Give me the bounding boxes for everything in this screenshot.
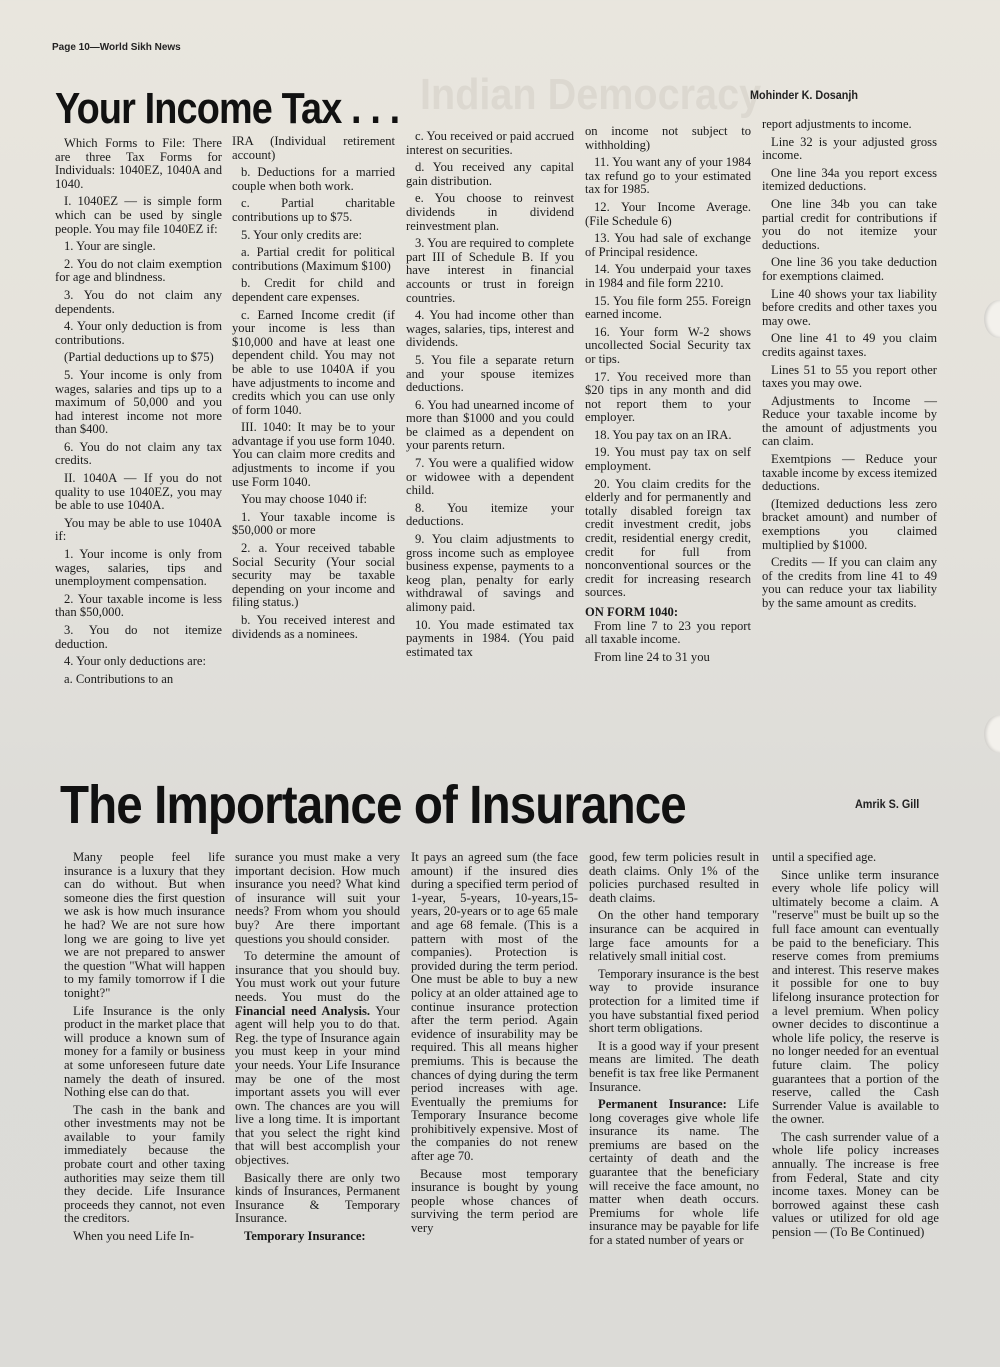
paragraph: One line 36 you take deduction for exemptions claimed. (762, 255, 937, 283)
paragraph: One line 34a you report excess itemized deductions. (762, 165, 937, 194)
paragraph: 12. Your Income Average. (File Schedule 6) (585, 199, 751, 228)
tax-column-4 (585, 125, 751, 668)
paragraph: On the other hand temporary insurance can be acquired in large face amounts for a relatively small initial cost. (589, 908, 759, 964)
punch-hole (984, 715, 1000, 753)
paragraph: report adjustments to income. (762, 117, 912, 131)
paragraph: good, few term policies result in death claims. Only 1% of the policies purchased resulted in death claims. (589, 850, 759, 905)
bleed-through-text: Indian Democracy (420, 70, 762, 119)
paragraph: 3. You do not claim any dependents. (55, 287, 222, 316)
paragraph: 13. You had sale of exchange of Principal residence. (585, 231, 751, 259)
paragraph: 9. You claim adjustments to gross income such as employee business expense, payments to a keog plan, penalty for early withdrawal of savings and alimony paid. (406, 532, 574, 614)
paragraph: d. You received any capital gain distribution. (406, 160, 574, 188)
bold-lead: Permanent Insurance: (598, 1097, 727, 1112)
paragraph: Adjustments to Income — Reduce your taxable income by the amount of adjustments you can claim. (762, 393, 937, 449)
insurance-column-5 (772, 851, 939, 1244)
paragraph: One line 41 to 49 you claim credits against taxes. (762, 331, 937, 359)
paragraph: 6. You do not claim any tax credits. (55, 439, 222, 468)
insurance-column-4 (589, 851, 759, 1252)
paragraph: 4. You had income other than wages, salaries, tips, interest and dividends. (406, 308, 574, 350)
paragraph: The cash surrender value of a whole life policy increases annually. The increase is free from Federal, State and city income taxes. Money can be borrowed against these cash values or utilized for old age pension — (To Be Continued) (772, 1129, 939, 1240)
paragraph: 14. You underpaid your taxes in 1984 and file form 2210. (585, 262, 751, 290)
paragraph: You may be able to use 1040A if: (55, 515, 222, 544)
insurance-column-1 (64, 851, 225, 1248)
tax-article-headline: Your Income Tax . . . (55, 84, 400, 133)
paragraph: 3. You do not itemize deduction. (55, 623, 222, 651)
tax-article-byline: Mohinder K. Dosanjh (750, 88, 858, 102)
insurance-article-headline: The Importance of Insurance (60, 775, 686, 835)
insurance-column-2 (235, 851, 400, 1248)
paragraph: 2. Your taxable income is less than $50,000. (55, 591, 222, 620)
insurance-column-3 (411, 851, 578, 1240)
tax-column-2 (232, 135, 395, 645)
paragraph: e. You choose to reinvest dividends in dividend reinvestment plan. (406, 191, 574, 233)
paragraph: From line 24 to 31 you (594, 649, 710, 664)
tax-column-3 (406, 130, 574, 663)
page-folio: Page 10—World Sikh News (52, 42, 181, 53)
paragraph: One line 34b you can take partial credit for contributions if you do not itemize your deductions. (762, 196, 937, 252)
paragraph: It pays an agreed sum (the face amount) if the insured dies during a specified term period of 1-year, 5-years, 10-years,15-years, 20-years or to age 65 male and age 68 female. (This is a pattern with most of the companies). Protection is provided during the term period. One must be able to buy a new policy at an older attained age to continue insurance protection after the term period. Again evidence of insurability may be required. This all means higher premiums. This is because the chances of dying during the term period increases with age. Eventually the premiums for Temporary Insurance become prohibitively expensive. Most of the companies do not renew after age 70. (411, 850, 578, 1164)
paragraph: 7. You were a qualified widow or widowee with a dependent child. (406, 456, 574, 498)
paragraph: b. You received interest and dividends as a nominees. (232, 613, 395, 641)
paragraph (235, 950, 400, 1168)
paragraph: Line 32 is your adjusted gross income. (762, 134, 937, 163)
paragraph-text: Life long coverages give whole life insurance its name. The premiums are based on the certainty of death and the guarantee that the beneficiary will receive the face amount, no matter when death occurs. Premiums for whole life insurance may be payable for life for a stated number of years or (589, 1097, 759, 1248)
paragraph: Exemtpions — Reduce your taxable income by excess itemized deductions. (762, 452, 937, 494)
insurance-article-byline: Amrik S. Gill (855, 797, 920, 811)
paragraph: a. Contributions to an (64, 671, 174, 686)
paragraph: Life Insurance is the only product in the market place that will produce a known sum of money for a family or business at some unforeseen future date namely the death of insured. Nothing else can do that. (64, 1003, 225, 1100)
paragraph: Because most temporary insurance is bought by young people whose chances of surviving the term period are very (411, 1166, 578, 1236)
paragraph: From line 7 to 23 you report all taxable income. (585, 618, 751, 647)
paragraph (589, 1098, 759, 1248)
paragraph-text: To determine the amount of insurance that you should buy. You must work out your future needs. You must do the (235, 949, 400, 1004)
paragraph: 1. Your income is only from wages, salaries, tips and unemployment compensation. (55, 547, 222, 589)
paragraph: IRA (Individual retirement account) (232, 134, 395, 162)
paragraph: Which Forms to File: There are three Tax Forms for Individuals: 1040EZ, 1040A and 1040. (55, 136, 222, 191)
paragraph: 5. You file a separate return and your spouse itemizes deductions. (406, 352, 574, 395)
paragraph: It is a good way if your present means are limited. The death benefit is tax free like Permanent Insurance. (589, 1038, 759, 1094)
paragraph: 2. You do not claim exemption for age and blindness. (55, 256, 222, 285)
paragraph: surance you must make a very important decision. How much insurance you need? What kind of insurance will suit your needs? From whom you should buy? Are there important questions you should consider. (235, 850, 400, 946)
paragraph: 2. a. Your received tabable Social Security (Your social security may be taxable depending on your income and filing status.) (232, 541, 395, 610)
paragraph: c. Partial charitable contributions up to $75. (232, 196, 395, 224)
paragraph: a. Partial credit for political contributions (Maximum $100) (232, 245, 395, 273)
paragraph: III. 1040: It may be to your advantage if you use form 1040. You can claim more credits and adjustments to income if you use Form 1040. (232, 420, 395, 489)
paragraph: b. Credit for child and dependent care expenses. (232, 276, 395, 304)
paragraph: 1. Your are single. (64, 239, 156, 254)
paragraph: 16. Your form W-2 shows uncollected Social Security tax or tips. (585, 324, 751, 366)
paragraph: c. Earned Income credit (if your income is less than $10,000 and have at least one dependent child. You may not be able to use 1040A if you have adjustments to income and credits which you can use only of form 1040. (232, 307, 395, 417)
paragraph: 18. You pay tax on an IRA. (594, 427, 732, 442)
paragraph: 8. You itemize your deductions. (406, 500, 574, 529)
paragraph: Many people feel life insurance is a luxury that they can do without. But when someone dies the first question we ask is how much insurance he had? We are not sure how long we are going to live yet we are not prepared to answer the question "What will happen to my family tomorrow if I die tonight?" (64, 850, 225, 1000)
paragraph: until a specified age. (772, 850, 877, 864)
paragraph: 6. You had unearned income of more than $1000 and you could be claimed as a dependent on your parents return. (406, 397, 574, 453)
punch-hole (984, 300, 1000, 338)
paragraph: c. You received or paid accrued interest on securities. (406, 129, 574, 157)
paragraph: Lines 51 to 55 you report other taxes you may owe. (762, 362, 937, 391)
paragraph: Temporary insurance is the best way to provide insurance protection for a limited time if you have substantial fixed period short term obligations. (589, 966, 759, 1036)
tax-column-1 (55, 137, 222, 690)
paragraph: Credits — If you can claim any of the credits from line 41 to 49 you can reduce your tax liability by the same amount as credits. (762, 555, 937, 610)
paragraph: (Partial deductions up to $75) (64, 350, 214, 365)
paragraph: 5. Your income is only from wages, salaries and tips up to a maximum of 50,000 and you had interest income not more than $400. (55, 367, 222, 437)
paragraph: 20. You claim credits for the elderly and for permanently and totally disabled foreign tax credit investment credit, jobs credit, residential energy credit, credit for full from nonconventional sources or the credit for increasing research sources. (585, 476, 751, 600)
paragraph: 3. You are required to complete part III of Schedule B. If you have interest in financial accounts or trust in foreign countries. (406, 236, 574, 305)
paragraph: 19. You must pay tax on self employment. (585, 445, 751, 474)
paragraph: 15. You file form 255. Foreign earned income. (585, 293, 751, 322)
paragraph: 10. You made estimated tax payments in 1984. (You paid estimated tax (406, 617, 574, 659)
paragraph: You may choose 1040 if: (241, 492, 368, 507)
paragraph: b. Deductions for a married couple when both work. (232, 165, 395, 193)
paragraph: The cash in the bank and other investments may not be available to your family immediately because the probate court and other taxing authorities may seize them till they decide. Life Insurance proceeds they cannot, not even the creditors. (64, 1102, 225, 1226)
paragraph: 1. Your taxable income is $50,000 or more (232, 509, 395, 538)
paragraph: Since unlike term insurance every whole life policy will ultimately become a claim. A "reserve" must be built up so the full face amount can eventually be paid to the beneficiary. This reserve comes from premiums and interest. This reserve makes it possible for one to buy lifelong insurance protection for a level premium. When policy owner decides to discontinue a whole life policy, the reserve is no longer needed for an eventual future claim. The policy guarantees that a portion of the reserve, called the Cash Surrender Value is available to the owner. (772, 867, 939, 1127)
paragraph: I. 1040EZ — is simple form which can be used by single people. You may file 1040EZ if: (55, 194, 222, 236)
paragraph-text: Your agent will help you to do that. Reg. the type of Insurance again you must keep in your mind your needs. Your Life Insurance may be one of the most important assets you will ever own. The chances are you will live a long time. It is important that you select the right kind that will best accomplish your objectives. (235, 1003, 400, 1168)
paragraph: Line 40 shows your tax liability before credits and other taxes you may owe. (762, 286, 937, 328)
tax-column-5 (762, 118, 937, 615)
paragraph: (Itemized deductions less zero bracket amount) and number of exemptions you claimed multiplied by $1000. (762, 496, 937, 552)
paragraph: 11. You want any of your 1984 tax refund go to your estimated tax for 1985. (585, 155, 751, 197)
paragraph: 5. Your only credits are: (241, 227, 363, 242)
paragraph: on income not subject to withholding) (585, 124, 751, 152)
paragraph: Basically there are only two kinds of Insurances, Permanent Insurance & Temporary Insurance. (235, 1170, 400, 1226)
bold-lead: Financial need Analysis. (235, 1003, 371, 1018)
paragraph: 4. Your only deductions are: (64, 654, 207, 669)
paragraph: 17. You received more than $20 tips in any month and did not report them to your employer. (585, 369, 751, 425)
section-heading: ON FORM 1040: (585, 605, 679, 619)
paragraph: 4. Your only deduction is from contributions. (55, 319, 222, 347)
bold-lead: Temporary Insurance: (244, 1229, 366, 1244)
paragraph (235, 1230, 400, 1244)
paragraph: II. 1040A — If you do not quality to use 1040EZ, you may be able to use 1040A. (55, 471, 222, 513)
paragraph: When you need Life In- (73, 1229, 194, 1244)
